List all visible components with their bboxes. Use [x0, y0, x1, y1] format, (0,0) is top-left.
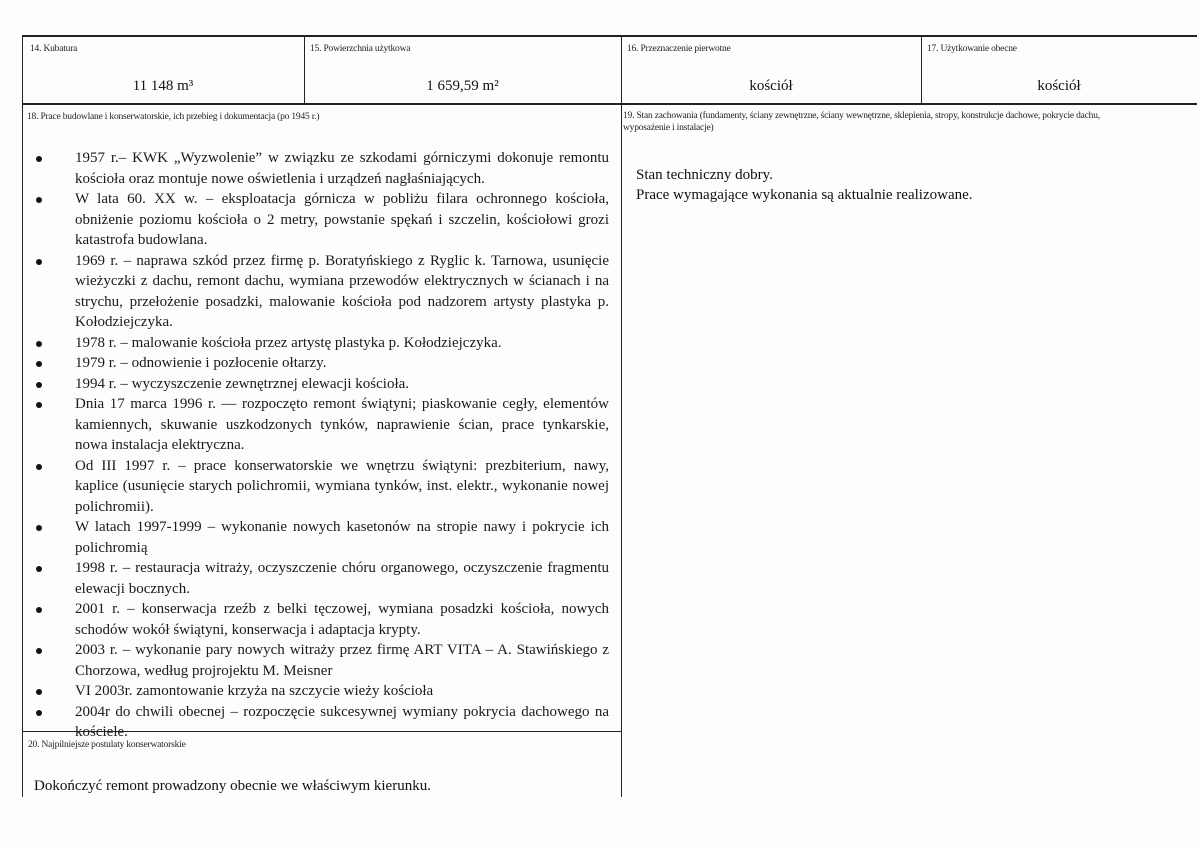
s19-line2: Prace wymagające wykonania są aktualnie realizowane.	[636, 187, 973, 203]
bullet-icon	[36, 689, 42, 695]
rule-mid	[22, 103, 1197, 105]
list-item: VI 2003r. zamontowanie krzyża na szczycie wieży kościoła	[34, 681, 609, 702]
bullet-icon	[36, 566, 42, 572]
bullet-icon	[36, 525, 42, 531]
bullet-icon	[36, 464, 42, 470]
list-item: 1994 r. – wyczyszczenie zewnętrznej elewacji kościoła.	[34, 374, 609, 395]
c16-value: kościół	[749, 78, 793, 94]
bullet-icon	[36, 259, 42, 265]
rule-c16	[621, 35, 622, 797]
list-item: 1998 r. – restauracja witraży, oczyszczenie chóru organowego, oczyszczenie fragmentu elewacji bocznych.	[34, 558, 609, 599]
s20-label: 20. Najpilniejsze postulaty konserwatorskie	[28, 740, 186, 750]
c14-label: 14. Kubatura	[30, 44, 78, 54]
list-item: 2001 r. – konserwacja rzeźb z belki tęczowej, wymiana posadzki kościoła, nowych schodów wokół świątyni, konserwacja i adaptacja krypty.	[34, 599, 609, 640]
c17-label: 17. Użytkowanie obecne	[927, 44, 1017, 54]
c16-label: 16. Przeznaczenie pierwotne	[627, 44, 731, 54]
s18-list	[34, 148, 609, 743]
c15-value: 1 659,59 m²	[426, 78, 499, 94]
bullet-icon	[36, 156, 42, 162]
list-item: Dnia 17 marca 1996 r. — rozpoczęto remont świątyni; piaskowanie cegły, elementów kamiennych, skuwanie uszkodzonych tynków, naprawienie ścian, prace tynkarskie, nowa instalacja elektryczna.	[34, 394, 609, 456]
list-item: W lata 60. XX w. – eksploatacja górnicza w pobliżu filara ochronnego kościoła, obniżenie poziomu kościoła o 2 metry, powstanie spękań i szczelin, kościołowi grozi katastrofa budowlana.	[34, 189, 609, 251]
c15-label: 15. Powierzchnia użytkowa	[310, 44, 411, 54]
s20-text: Dokończyć remont prowadzony obecnie we właściwym kierunku.	[34, 778, 431, 794]
bullet-icon	[36, 382, 42, 388]
list-item: 1978 r. – malowanie kościoła przez artystę plastyka p. Kołodziejczyka.	[34, 333, 609, 354]
rule-left	[22, 35, 23, 797]
s19-line1: Stan techniczny dobry.	[636, 167, 773, 183]
list-item: 1957 r.– KWK „Wyzwolenie” w związku ze szkodami górniczymi dokonuje remontu kościoła oraz montuje nowe oświetlenia i urządzeń nagłaśniających.	[34, 148, 609, 189]
bullet-icon	[36, 710, 42, 716]
list-item: Od III 1997 r. – prace konserwatorskie we wnętrzu świątyni: prezbiterium, nawy, kaplice (usunięcie starych polichromii, wymiana tynków, inst. elektr., wykonanie nowej polichromii).	[34, 456, 609, 518]
list-item: 2004r do chwili obecnej – rozpoczęcie sukcesywnej wymiany pokrycia dachowego na kościele.	[34, 702, 609, 743]
bullet-icon	[36, 197, 42, 203]
bullet-icon	[36, 607, 42, 613]
c17-value: kościół	[1037, 78, 1081, 94]
bullet-icon	[36, 361, 42, 367]
bullet-icon	[36, 341, 42, 347]
rule-top	[22, 35, 1197, 37]
list-item: 1979 r. – odnowienie i pozłocenie ołtarzy.	[34, 353, 609, 374]
c14-value: 11 148 m³	[132, 78, 194, 94]
s19-label: 19. Stan zachowania (fundamenty, ściany zewnętrzne, ściany wewnętrzne, sklepienia, stropy, konstrukcje dachowe, pokrycie dachu, wyposażenie i instalacje)	[623, 111, 1100, 133]
list-item: W latach 1997-1999 – wykonanie nowych kasetonów na stropie nawy i pokrycie ich polichromią	[34, 517, 609, 558]
bullet-icon	[36, 648, 42, 654]
s18-label: 18. Prace budowlane i konserwatorskie, ich przebieg i dokumentacja (po 1945 r.)	[27, 112, 320, 122]
bullet-icon	[36, 402, 42, 408]
list-item: 2003 r. – wykonanie pary nowych witraży przez firmę ART VITA – A. Stawińskiego z Chorzowa, według projrojektu M. Meisner	[34, 640, 609, 681]
list-item: 1969 r. – naprawa szkód przez firmę p. Boratyńskiego z Ryglic k. Tarnowa, usunięcie wieżyczki z dachu, remont dachu, wymiana przewodów elektrycznych w ścianach i na strychu, przełożenie posadzki, malowanie kościoła pod nadzorem artysty plastyka p. Kołodziejczyka.	[34, 251, 609, 333]
